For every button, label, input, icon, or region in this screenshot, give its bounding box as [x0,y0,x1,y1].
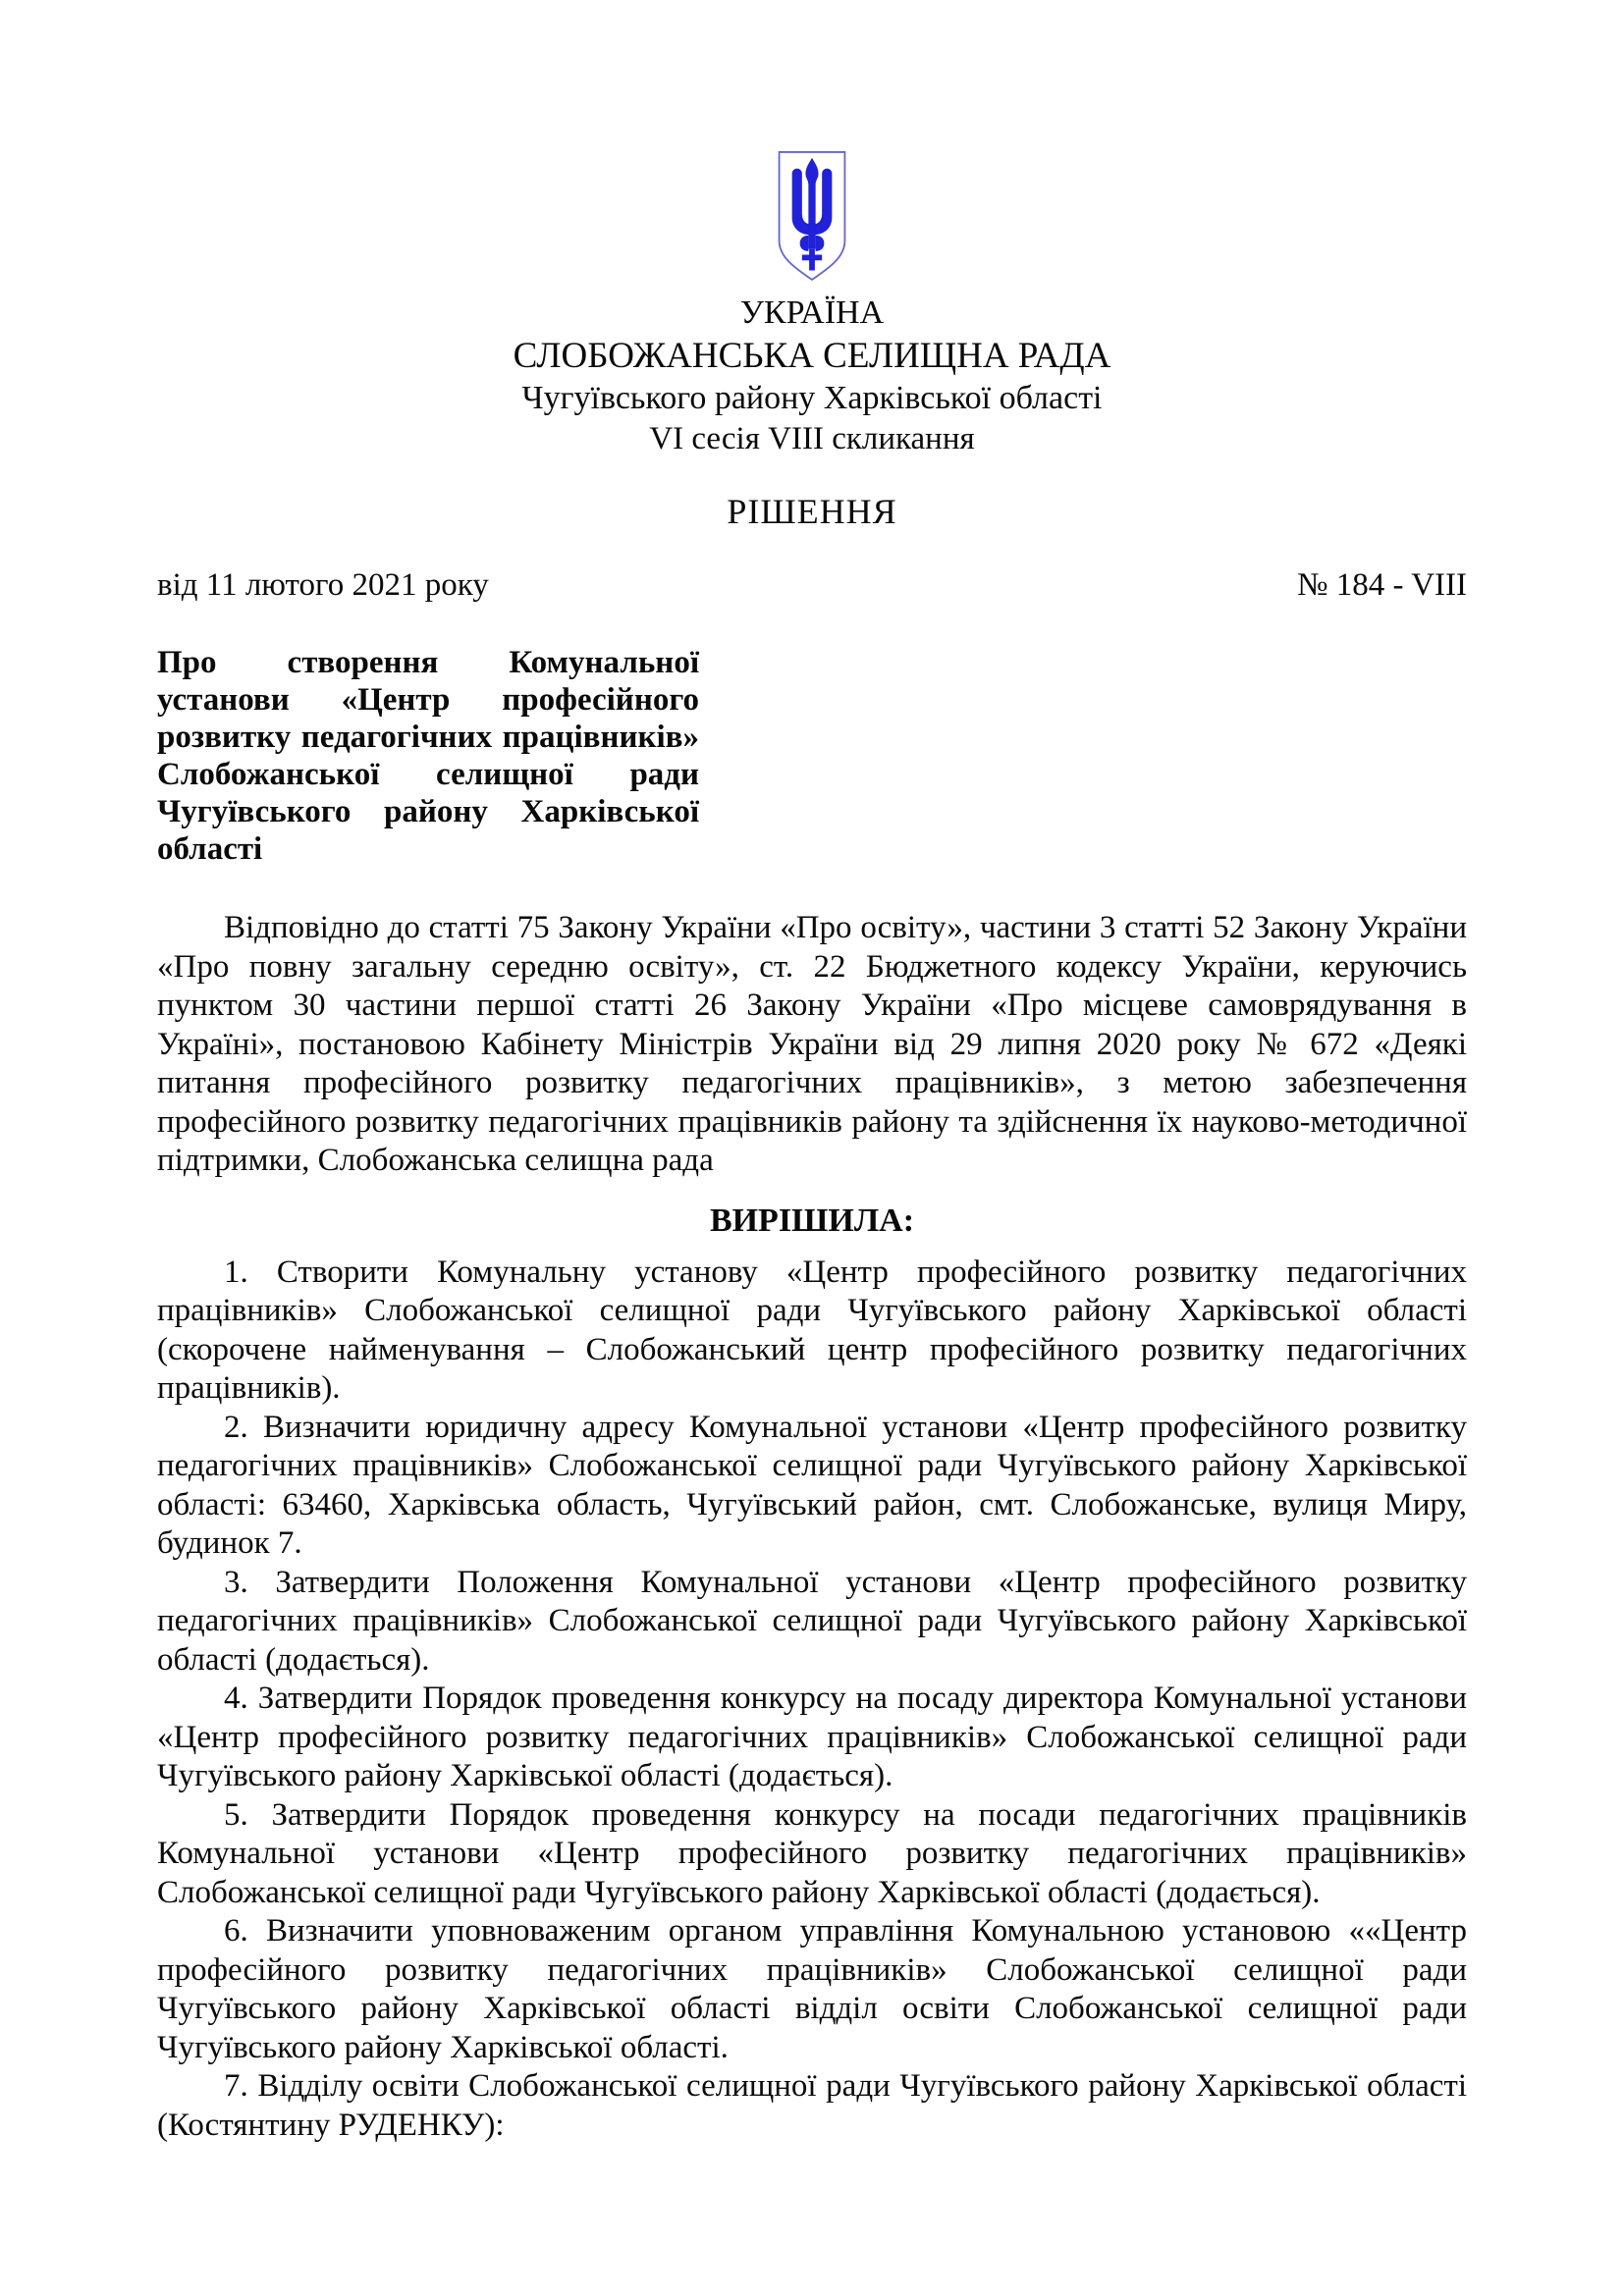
decision-item-2: 2. Визначити юридичну адресу Комунальної установи «Центр професійного розвитку педагогічних працівників» Слобожанської селищної ради Чугуївського району Харківської області: 63460, Харківська область, Чугуївський район, смт. Слобожанське, вулиця Миру, будинок 7. [157,1409,1467,1561]
district-line: Чугуївського району Харківської області [521,380,1103,416]
decision-items [157,1254,1467,2146]
council-name: СЛОБОЖАНСЬКА СЕЛИЩНА РАДА [513,336,1111,376]
session-line: VI сесія VIII скликання [649,421,975,456]
doc-number: № 184 - VIII [1297,567,1467,603]
preamble-paragraph: Відповідно до статті 75 Закону України «Про освіту», частини 3 статті 52 Закону України «Про повну загальну середню освіту», ст. 22 Бюджетного кодексу України, керуючись пунктом 30 частини першої статті 26 Закону України «Про місцеве самоврядування в Україні», постановою Кабінету Міністрів України від 29 липня 2020 року № 672 «Деякі питання професійного розвитку педагогічних працівників», з метою забезпечення професійного розвитку педагогічних працівників району та здійснення їх науково-методичної підтримки, Слобожанська селищна рада [157,910,1467,1178]
doc-date: від 11 лютого 2021 року [157,567,489,603]
decision-item-1: 1. Створити Комунальну установу «Центр професійного розвитку педагогічних працівників» Слобожанської селищної ради Чугуївського району Харківської області (скорочене найменування – Слобожанський центр професійного розвитку педагогічних працівників). [157,1254,1467,1406]
decision-item-4: 4. Затвердити Порядок проведення конкурсу на посаду директора Комунальної установи «Центр професійного розвитку педагогічних працівників» Слобожанської селищної ради Чугуївського району Харківської області (додається). [157,1681,1467,1793]
decision-item-5: 5. Затвердити Порядок проведення конкурсу на посади педагогічних працівників Комунальної установи «Центр професійного розвитку педагогічних працівників» Слобожанської селищної ради Чугуївського району Харківської області (додається). [157,1796,1467,1910]
decision-item-3: 3. Затвердити Положення Комунальної установи «Центр професійного розвитку педагогічних працівників» Слобожанської селищної ради Чугуївського району Харківської області (додається). [157,1564,1467,1678]
doc-type-title: РІШЕННЯ [727,492,897,531]
decision-item-6: 6. Визначити уповноваженим органом управління Комунальною установою ««Центр професійного розвитку педагогічних працівників» Слобожанської селищної ради Чугуївського району Харківської області відділ освіти Слобожанської селищної ради Чугуївського району Харківської області. [157,1913,1467,2065]
subject-paragraph: Про створення Комунальної установи «Центр професійного розвитку педагогічних працівників» Слобожанської селищної ради Чугуївського району Харківської області [157,645,699,867]
decision-item-7: 7. Відділу освіти Слобожанської селищної ради Чугуївського району Харківської області (Костянтину РУДЕНКУ): [157,2068,1467,2143]
country-name: УКРАЇНА [739,294,885,331]
ukraine-trident-icon [765,149,859,285]
resolved-heading: ВИРІШИЛА: [709,1201,915,1239]
